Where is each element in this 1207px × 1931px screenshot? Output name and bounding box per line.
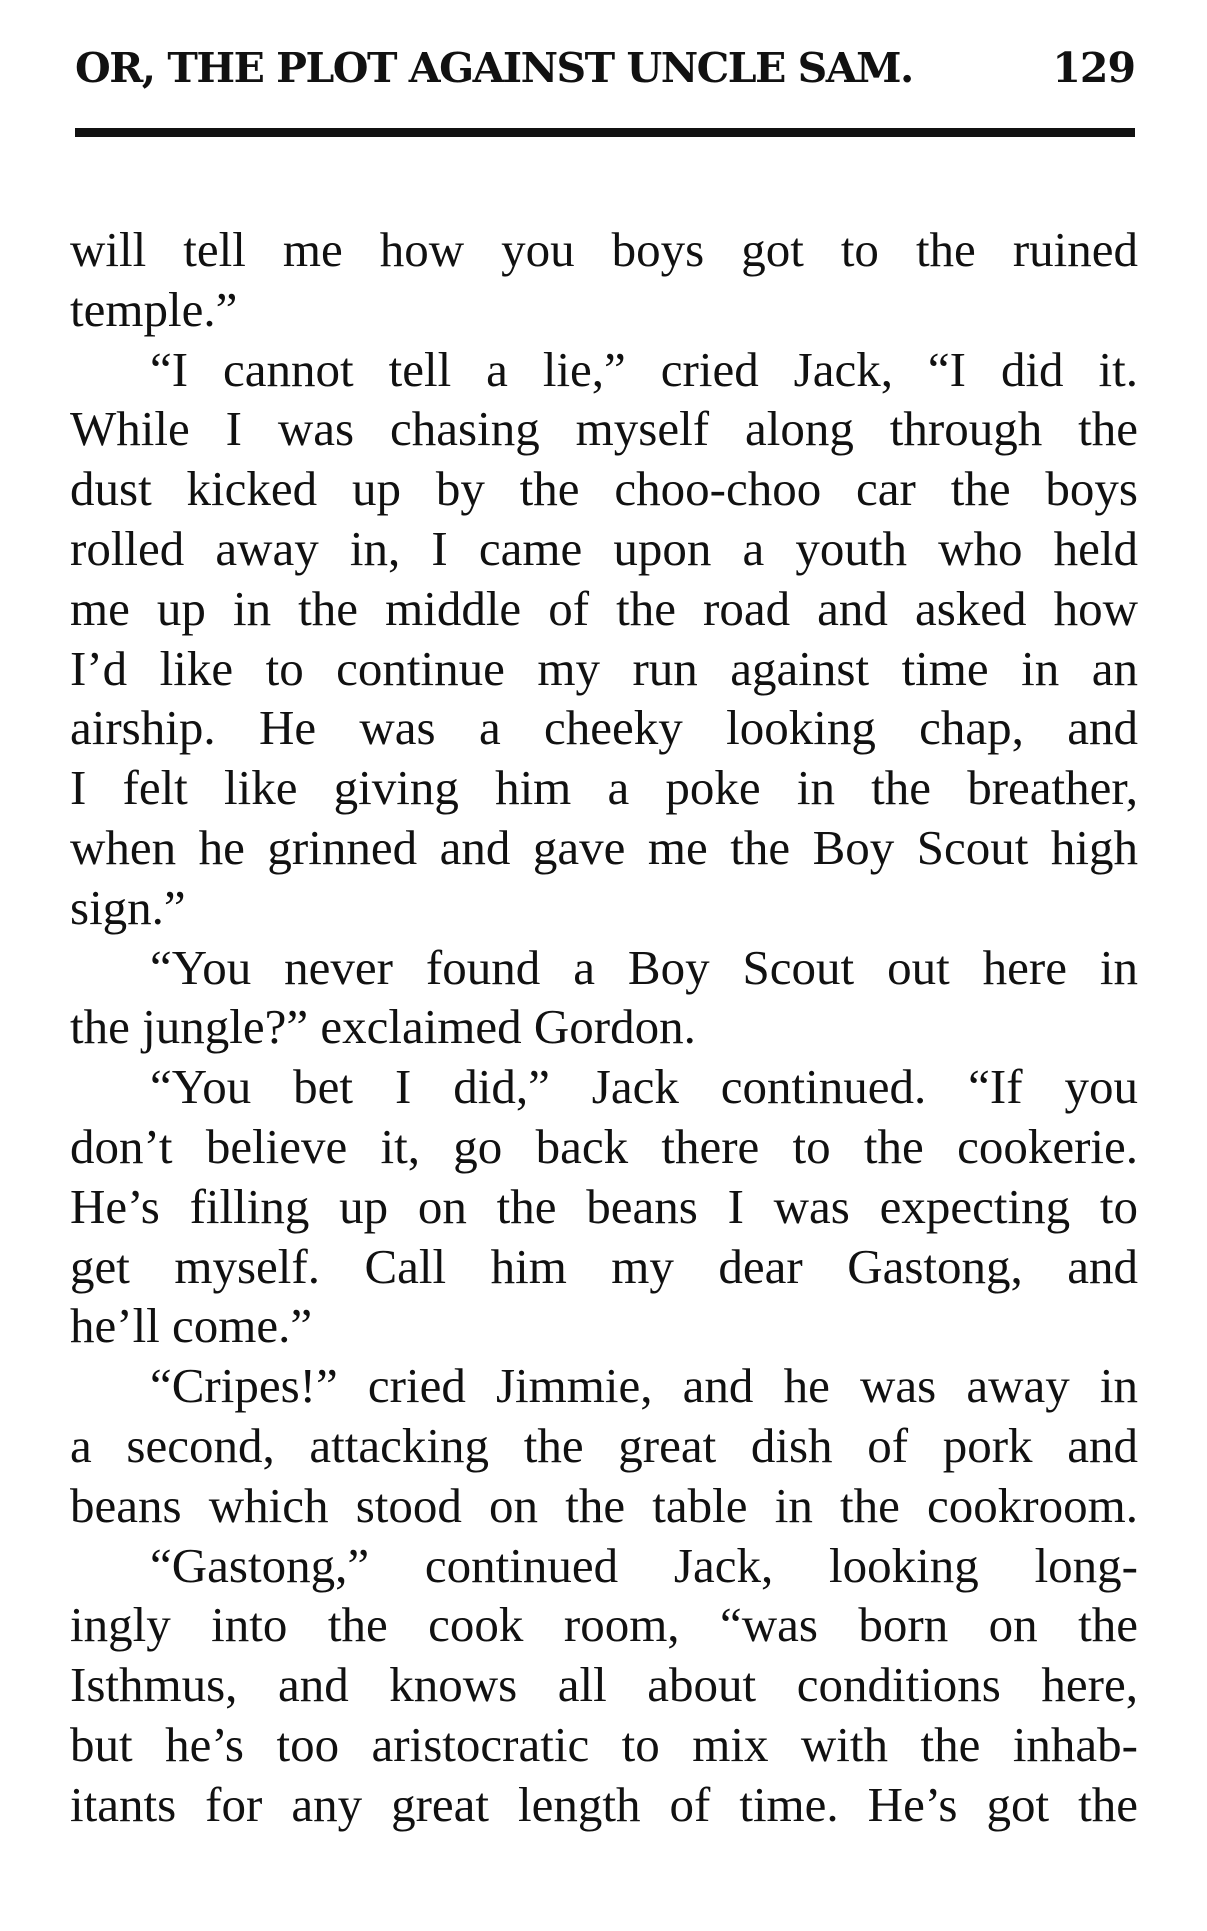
text-line: I felt like giving him a poke in the breather, (70, 760, 1138, 816)
body-text (70, 220, 1138, 1835)
header-rule (75, 128, 1135, 137)
text-line: temple.” (70, 281, 238, 337)
text-line: I’d like to continue my run against time in an (70, 640, 1138, 696)
text-line: will tell me how you boys got to the ruined (70, 222, 1138, 277)
text-line: a second, attacking the great dish of pork and (70, 1417, 1138, 1473)
text-line: the jungle?” exclaimed Gordon. (70, 999, 696, 1055)
text-line: airship. He was a cheeky looking chap, and (70, 700, 1138, 756)
text-line: ingly into the cook room, “was born on the (70, 1597, 1138, 1653)
text-line: He’s filling up on the beans I was expecting to (70, 1178, 1138, 1234)
text-line: “Gastong,” continued Jack, looking long- (150, 1537, 1138, 1593)
text-line: “I cannot tell a lie,” cried Jack, “I did it. (150, 341, 1138, 397)
text-line: While I was chasing myself along through the (70, 401, 1138, 457)
text-line: rolled away in, I came upon a youth who held (70, 520, 1138, 576)
text-line: dust kicked up by the choo-choo car the boys (70, 461, 1138, 517)
text-line: “Cripes!” cried Jimmie, and he was away in (150, 1358, 1138, 1414)
text-line: he’ll come.” (70, 1298, 313, 1354)
text-line: get myself. Call him my dear Gastong, and (70, 1238, 1138, 1294)
text-line: “You never found a Boy Scout out here in (150, 939, 1138, 995)
text-line: when he grinned and gave me the Boy Scout high (70, 819, 1138, 875)
text-line: sign.” (70, 879, 186, 935)
running-title: OR, THE PLOT AGAINST UNCLE SAM. (75, 44, 913, 92)
text-line: “You bet I did,” Jack continued. “If you (150, 1059, 1138, 1115)
text-line: but he’s too aristocratic to mix with the inhab- (70, 1716, 1138, 1772)
text-line: Isthmus, and knows all about conditions here, (70, 1657, 1138, 1713)
page-header (75, 38, 1135, 98)
text-line: don’t believe it, go back there to the cookerie. (70, 1118, 1138, 1174)
text-line: beans which stood on the table in the cookroom. (70, 1477, 1138, 1533)
text-line: me up in the middle of the road and asked how (70, 580, 1138, 636)
text-line: itants for any great length of time. He’s got the (70, 1776, 1138, 1832)
page-number: 129 (1052, 44, 1135, 92)
